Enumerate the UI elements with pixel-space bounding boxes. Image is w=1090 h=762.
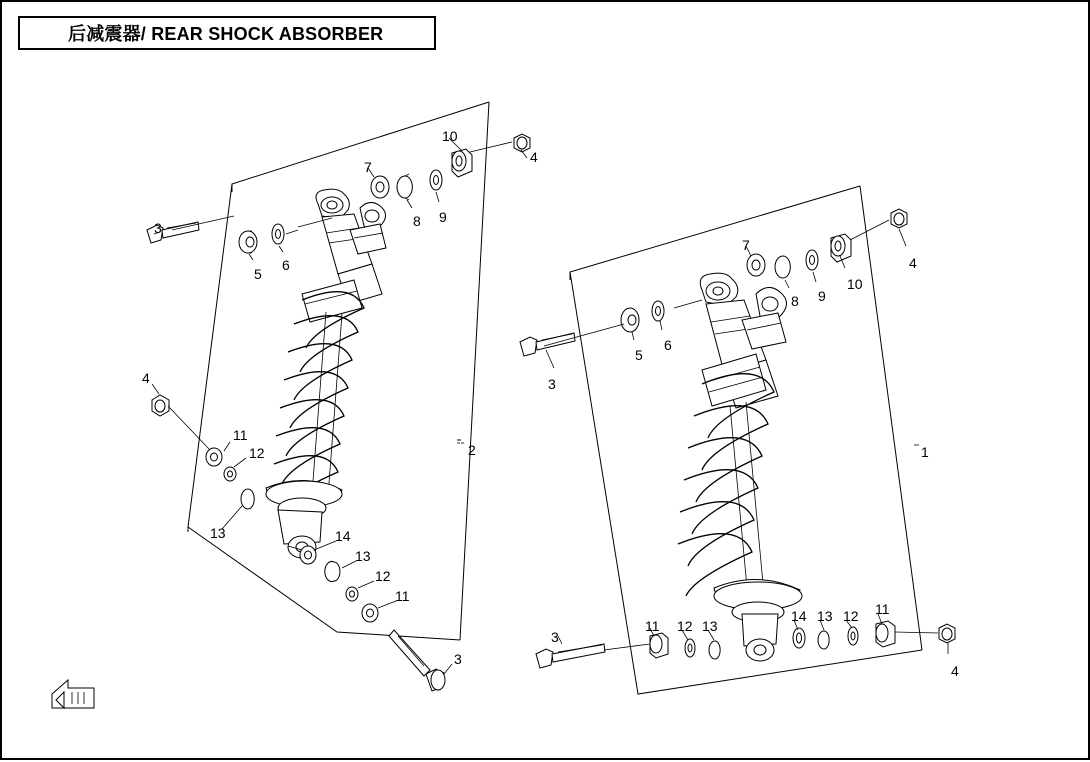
callout-5-left: 5 [254, 266, 262, 282]
part-11-bearing-left-2 [362, 604, 378, 622]
callout-3-right-top: 3 [548, 376, 556, 392]
right-shock-absorber [678, 273, 802, 661]
part-9-washer-left [430, 170, 442, 190]
callout-9-right: 9 [818, 288, 826, 304]
part-4-nut-left-lower [152, 395, 169, 416]
part-12-washer-right-2 [848, 627, 858, 645]
callout-13-left: 13 [210, 525, 226, 541]
callout-5-right: 5 [635, 347, 643, 363]
callout-7-left: 7 [364, 159, 372, 175]
technical-drawing [2, 2, 1090, 762]
callout-13-right: 13 [702, 618, 718, 634]
part-12-washer-left-2 [346, 587, 358, 601]
callout-4-left-top: 4 [530, 149, 538, 165]
part-13-circlip-right [709, 641, 720, 659]
callout-4-left-lower: 4 [142, 370, 150, 386]
callout-11-right: 11 [645, 618, 660, 634]
callout-4-right-top: 4 [909, 255, 917, 271]
callout-12-right: 12 [677, 618, 693, 634]
part-3-bolt-right-lower [536, 644, 605, 668]
part-13-circlip-left [241, 489, 254, 509]
callout-3-left-top: 3 [154, 220, 162, 236]
part-12-washer-right [685, 639, 695, 657]
part-11-bearing-right-2 [876, 621, 895, 647]
callout-8-left: 8 [413, 213, 421, 229]
part-9-washer-right [806, 250, 818, 270]
callout-11-left: 11 [233, 427, 248, 443]
part-8-circlip-right [775, 256, 790, 278]
callout-2-assembly: 2 [468, 442, 476, 458]
part-6-washer-right [652, 301, 664, 321]
part-4-nut-right-lower [939, 624, 955, 643]
callout-14-left: 14 [335, 528, 351, 544]
callout-12-right-2: 12 [843, 608, 859, 624]
callout-3-right-lower: 3 [551, 629, 559, 645]
callout-3-left-lower: 3 [454, 651, 462, 667]
callout-4-right-lower: 4 [951, 663, 959, 679]
left-assembly-outline [188, 102, 489, 640]
callout-11-right-2: 11 [875, 601, 890, 617]
part-11-bearing-right [650, 633, 668, 658]
part-13-circlip-left-2 [325, 562, 340, 582]
callout-13-right-2: 13 [817, 608, 833, 624]
part-4-nut-left-top [514, 134, 530, 152]
part-5-bushing-right [621, 308, 639, 332]
part-4-nut-right-top [891, 209, 907, 228]
callout-10-left: 10 [442, 128, 458, 144]
direction-arrow-icon [52, 680, 94, 708]
left-shock-absorber [266, 189, 386, 558]
callout-14-right: 14 [791, 608, 807, 624]
part-14-collar-left [300, 546, 316, 564]
page-title: 后减震器/ REAR SHOCK ABSORBER [68, 24, 384, 44]
part-12-washer-left [224, 467, 236, 481]
callout-6-right: 6 [664, 337, 672, 353]
part-5-bushing-left [239, 231, 257, 253]
part-14-collar-right [793, 628, 805, 648]
part-7-bearing-left [371, 176, 389, 198]
callout-9-left: 9 [439, 209, 447, 225]
callout-12-left-2: 12 [375, 568, 391, 584]
right-spring [678, 374, 774, 596]
part-3-bolt-left-lower [389, 630, 445, 691]
part-13-circlip-right-2 [818, 631, 829, 649]
callout-10-right: 10 [847, 276, 863, 292]
part-8-circlip-left [397, 174, 412, 200]
callout-6-left: 6 [282, 257, 290, 273]
part-11-bearing-left [206, 448, 222, 466]
callout-7-right: 7 [742, 237, 750, 253]
callout-12-left: 12 [249, 445, 265, 461]
part-6-washer-left [272, 224, 284, 244]
callout-11-left-2: 11 [395, 588, 410, 604]
part-10-spacer-left [452, 149, 472, 177]
callout-8-right: 8 [791, 293, 799, 309]
part-7-bearing-right [747, 254, 765, 276]
callout-13-left-2: 13 [355, 548, 371, 564]
callout-1-assembly: 1 [921, 444, 929, 460]
